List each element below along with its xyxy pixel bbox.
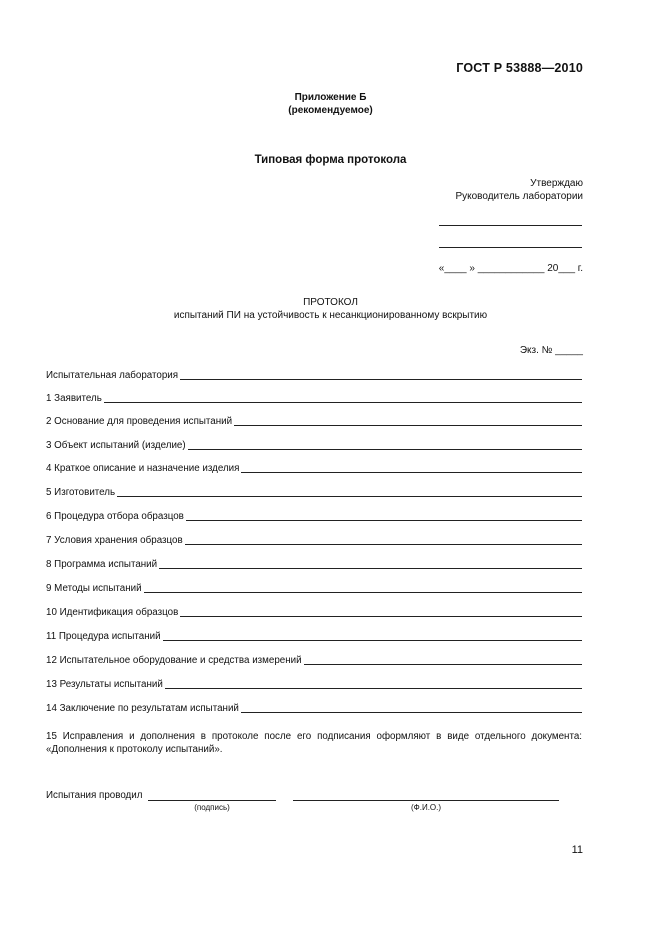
annex-title: Приложение Б [294,92,367,103]
field-row [46,485,582,499]
signature-label: Испытания проводил [46,790,143,801]
field-row [46,438,582,452]
field-label: 2 Основание для проведения испытаний [46,416,233,427]
field-label: 7 Условия хранения образцов [46,535,183,546]
field-label: 8 Программа испытаний [46,559,158,570]
field-label: 9 Методы испытаний [46,583,142,594]
standard-number: ГОСТ Р 53888—2010 [456,61,583,75]
field-line [144,592,582,593]
annex-subtitle: (рекомендуемое) [288,105,373,116]
field-row [46,368,582,382]
field-line [185,544,582,545]
field-row [46,557,582,571]
note-paragraph: 15 Исправления и дополнения в протоколе после его подписания оформляют в виде отдельного документа: «Дополнения к протоколу испытаний». [46,731,582,755]
field-line [241,712,582,713]
field-line [234,425,582,426]
field-line [241,472,582,473]
protocol-title: ПРОТОКОЛ [303,297,358,308]
field-label: 12 Испытательное оборудование и средства измерений [46,655,302,666]
field-line [180,379,582,380]
field-line [104,402,582,403]
field-line [186,520,582,521]
field-label: 1 Заявитель [46,393,102,404]
field-row [46,629,582,643]
field-label: Испытательная лаборатория [46,370,179,381]
approval-label: Утверждаю [530,178,583,189]
field-row [46,701,582,715]
field-label: 10 Идентификация образцов [46,607,179,618]
approval-signature-line [439,225,582,226]
approval-date: «____ » ____________ 20___ г. [438,263,583,274]
field-line [159,568,582,569]
field-row [46,533,582,547]
name-caption: (Ф.И.О.) [410,803,442,812]
field-line [163,640,582,641]
field-row [46,414,582,428]
field-label: 11 Процедура испытаний [46,631,161,642]
approval-name-line [439,247,582,248]
field-line [304,664,582,665]
form-title: Типовая форма протокола [254,154,407,166]
protocol-subtitle: испытаний ПИ на устойчивость к несанкционированному вскрытию [173,310,488,321]
approval-head: Руководитель лаборатории [455,191,583,202]
signature-caption: (подпись) [194,803,230,812]
field-row [46,605,582,619]
field-row [46,391,582,405]
field-label: 14 Заключение по результатам испытаний [46,703,239,714]
field-row [46,653,582,667]
field-label: 6 Процедура отбора образцов [46,511,184,522]
field-row [46,677,582,691]
name-line [293,800,559,801]
field-line [117,496,582,497]
copy-number: Экз. № _____ [519,345,583,356]
field-label: 3 Объект испытаний (изделие) [46,440,186,451]
field-row [46,461,582,475]
field-row [46,509,582,523]
field-label: 13 Результаты испытаний [46,679,163,690]
signature-line [148,800,276,801]
field-line [165,688,582,689]
field-line [180,616,582,617]
field-line [188,449,582,450]
field-label: 5 Изготовитель [46,487,116,498]
field-label: 4 Краткое описание и назначение изделия [46,463,240,474]
page-number: 11 [571,844,583,856]
field-row [46,581,582,595]
